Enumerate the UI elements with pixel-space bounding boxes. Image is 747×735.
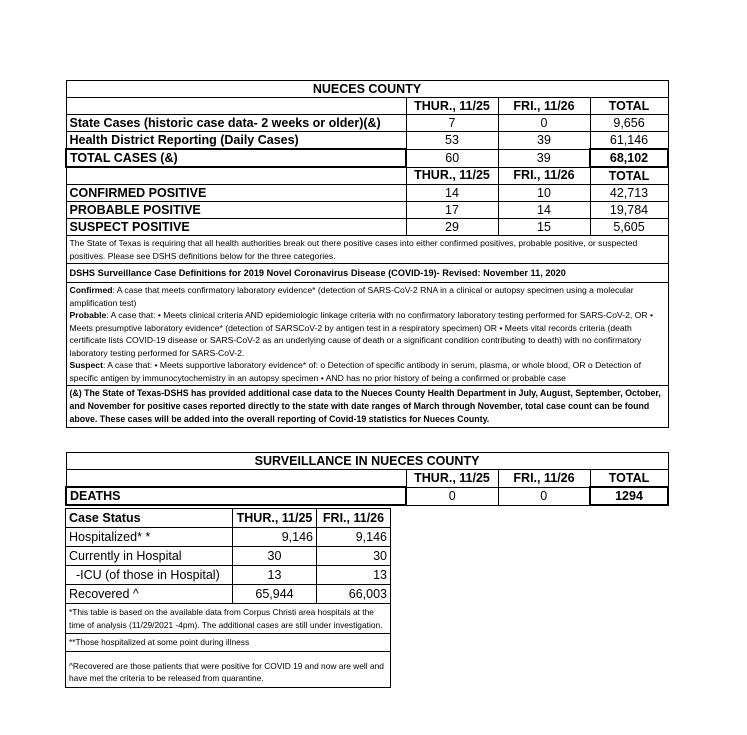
row-label: -ICU (of those in Hospital) bbox=[66, 566, 233, 585]
cell-fri: 39 bbox=[498, 149, 590, 167]
cell-fri: 30 bbox=[317, 547, 391, 566]
row-label: TOTAL CASES (&) bbox=[66, 149, 406, 167]
cell-total: 19,784 bbox=[590, 202, 668, 219]
row-label: PROBABLE POSITIVE bbox=[66, 202, 406, 219]
col-header-thu: THUR., 11/25 bbox=[406, 470, 498, 488]
probable-text: : A case that: • Meets clinical criteria AND epidemiologic linkage criteria with no confirmatory laboratory testing performed for SARS-CoV-2, OR • Meets presumptive laboratory evidence* (detection of SARSCoV-2 by antigen test in a respiratory specimen) OR • Meets vital records criteria (death certificate lists COVID-19 disease or SARS-CoV-2 as an underlying cause of death or a significant condition contributing to death) with no confirmatory laboratory testing performed for SARS-CoV-2. bbox=[69, 310, 653, 358]
definitions-title: DSHS Surveillance Case Definitions for 2019 Novel Coronavirus Disease (COVID-19)- Revised: November 11, 2020 bbox=[66, 264, 668, 283]
table-row bbox=[66, 547, 391, 566]
deaths-label: DEATHS bbox=[66, 487, 406, 505]
state-data-note: (&) The State of Texas-DSHS has provided additional case data to the Nueces County Health Department in July, August, September, October, and November for positive cases reported directly to the state with date ranges of March through November, total case count can be found above. These cases will be added into the overall reporting of Covid-19 statistics for Nueces County. bbox=[66, 386, 668, 428]
cell-total: 61,146 bbox=[590, 132, 668, 150]
col-header-total: TOTAL bbox=[590, 167, 668, 185]
col-header-total: TOTAL bbox=[590, 98, 668, 115]
table-row bbox=[66, 132, 668, 150]
table-row bbox=[66, 566, 391, 585]
suspect-text: : A case that: • Meets supportive laboratory evidence* of: o Detection of specific antibody in serum, plasma, or whole blood, OR o Detection of specific antigen by immunocytochemistry in an autopsy specimen • AND has no prior history of being a confirmed or probable case bbox=[69, 360, 641, 383]
case-definitions bbox=[66, 283, 668, 386]
probable-definition bbox=[70, 309, 665, 359]
surveillance-title: SURVEILLANCE IN NUECES COUNTY bbox=[66, 453, 668, 470]
cell-fri: 13 bbox=[317, 566, 391, 585]
col-header-fri: FRI., 11/26 bbox=[498, 167, 590, 185]
blank-cell bbox=[66, 167, 406, 185]
cell-thu: 53 bbox=[406, 132, 498, 150]
cell-thu: 14 bbox=[406, 185, 498, 202]
row-label: Currently in Hospital bbox=[66, 547, 233, 566]
recovered-footnote: ^Recovered are those patients that were positive for COVID 19 and now are well and have met the criteria to be released from quarantine. bbox=[66, 651, 391, 687]
confirmed-text: : A case that meets confirmatory laboratory evidence* (detection of SARS-CoV-2 RNA in a clinical or autopsy specimen using a molecular amplification test) bbox=[69, 285, 634, 308]
blank-cell bbox=[66, 98, 406, 115]
deaths-thu: 0 bbox=[406, 487, 498, 505]
table-row bbox=[66, 528, 391, 547]
hospital-data-footnote: *This table is based on the available data from Corpus Christi area hospitals at the time of analysis (11/29/2021 -4pm). The additional cases are still under investigation. bbox=[66, 604, 391, 634]
col-header-thu: THUR., 11/25 bbox=[233, 509, 317, 528]
row-label: Recovered ^ bbox=[66, 585, 233, 604]
cell-fri: 66,003 bbox=[317, 585, 391, 604]
table-row bbox=[66, 585, 391, 604]
col-header-fri: FRI., 11/26 bbox=[498, 470, 590, 488]
cell-thu: 13 bbox=[233, 566, 317, 585]
row-label: Hospitalized* * bbox=[66, 528, 233, 547]
deaths-row bbox=[66, 487, 668, 505]
row-label: Health District Reporting (Daily Cases) bbox=[66, 132, 406, 150]
table-row bbox=[66, 185, 668, 202]
confirmed-label: Confirmed bbox=[69, 285, 113, 295]
table-title: NUECES COUNTY bbox=[66, 81, 668, 98]
deaths-fri: 0 bbox=[498, 487, 590, 505]
cell-thu: 60 bbox=[406, 149, 498, 167]
suspect-label: Suspect bbox=[69, 360, 103, 370]
suspect-definition bbox=[70, 359, 665, 384]
cell-thu: 65,944 bbox=[233, 585, 317, 604]
cell-fri: 39 bbox=[498, 132, 590, 150]
cell-fri: 14 bbox=[498, 202, 590, 219]
confirmed-definition bbox=[70, 284, 665, 309]
cell-fri: 9,146 bbox=[317, 528, 391, 547]
cell-total: 42,713 bbox=[590, 185, 668, 202]
cell-fri: 15 bbox=[498, 219, 590, 236]
blank-cell bbox=[66, 470, 406, 488]
hospitalized-footnote: **Those hospitalized at some point during illness bbox=[66, 634, 391, 652]
col-header-total: TOTAL bbox=[590, 470, 668, 488]
row-label: CONFIRMED POSITIVE bbox=[66, 185, 406, 202]
col-header-thu: THUR., 11/25 bbox=[406, 98, 498, 115]
case-status-table bbox=[65, 508, 390, 688]
state-requirement-note: The State of Texas is requiring that all health authorities break out there positive cases into either confirmed positives, probable positive, or suspected positives. Please see DSHS definitions below for the three categories. bbox=[66, 236, 668, 264]
case-status-header: Case Status bbox=[66, 509, 233, 528]
col-header-fri: FRI., 11/26 bbox=[317, 509, 391, 528]
col-header-thu: THUR., 11/25 bbox=[406, 167, 498, 185]
table-row bbox=[66, 219, 668, 236]
cell-fri: 0 bbox=[498, 115, 590, 132]
deaths-total: 1294 bbox=[590, 487, 668, 505]
cell-fri: 10 bbox=[498, 185, 590, 202]
cell-thu: 29 bbox=[406, 219, 498, 236]
cell-total: 68,102 bbox=[590, 149, 668, 167]
cell-thu: 30 bbox=[233, 547, 317, 566]
probable-label: Probable bbox=[69, 310, 107, 320]
nueces-county-table bbox=[65, 80, 667, 470]
cell-thu: 7 bbox=[406, 115, 498, 132]
table-row bbox=[66, 149, 668, 167]
surveillance-table bbox=[65, 452, 667, 506]
cell-total: 5,605 bbox=[590, 219, 668, 236]
cell-thu: 17 bbox=[406, 202, 498, 219]
cell-thu: 9,146 bbox=[233, 528, 317, 547]
col-header-fri: FRI., 11/26 bbox=[498, 98, 590, 115]
table-row bbox=[66, 202, 668, 219]
cell-total: 9,656 bbox=[590, 115, 668, 132]
row-label: State Cases (historic case data- 2 weeks or older)(&) bbox=[66, 115, 406, 132]
row-label: SUSPECT POSITIVE bbox=[66, 219, 406, 236]
table-row bbox=[66, 115, 668, 132]
